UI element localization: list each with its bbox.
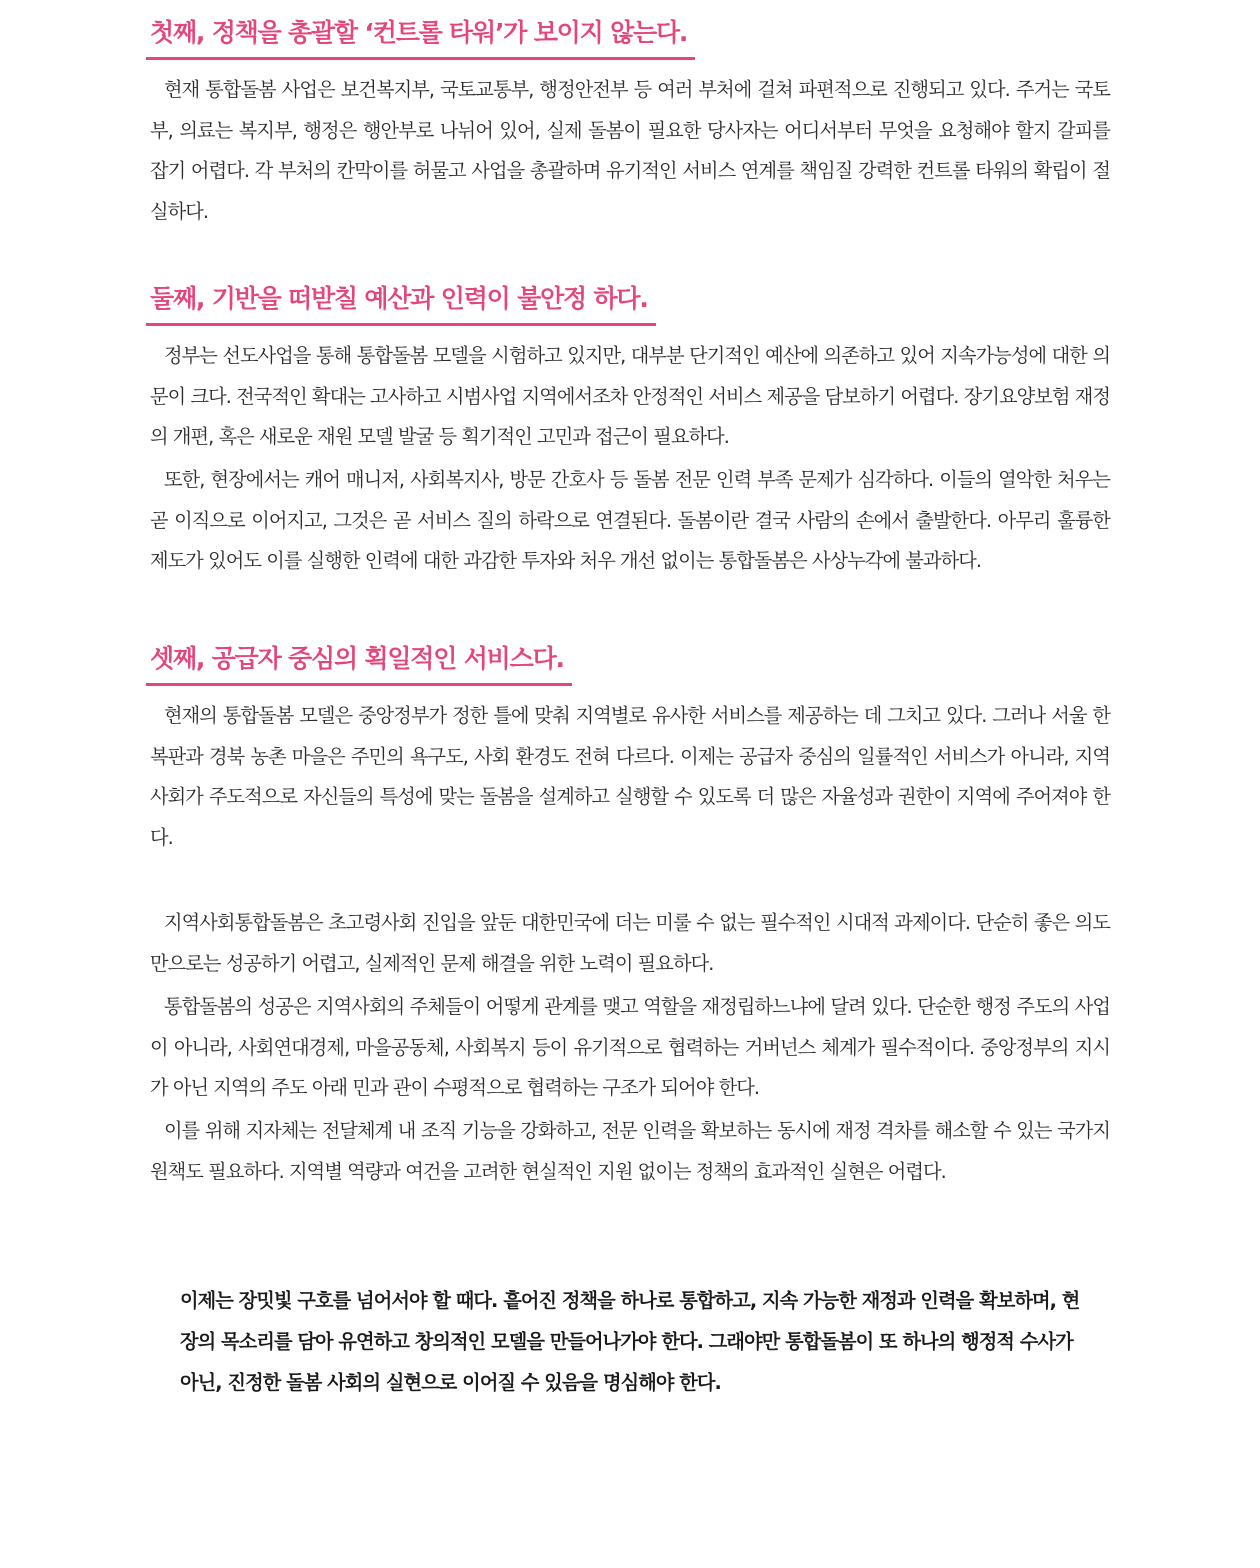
section-1-heading: 첫째, 정책을 총괄할 ‘컨트롤 타워’가 보이지 않는다. [146, 16, 695, 60]
closing-paragraph-1: 지역사회통합돌봄은 초고령사회 진입을 앞둔 대한민국에 더는 미룰 수 없는 필수적인 시대적 과제이다. 단순히 좋은 의도만으로는 성공하기 어렵고, 실제적인 문제 해결을 위한 노력이 필요하다. [150, 911, 1110, 975]
closing-paragraph-2: 통합돌봄의 성공은 지역사회의 주체들이 어떻게 관계를 맺고 역할을 재정립하느냐에 달려 있다. 단순한 행정 주도의 사업이 아니라, 사회연대경제, 마을공동체, 사회복지 등이 유기적으로 협력하는 거버넌스 체계가 필수적이다. 중앙정부의 지시가 아닌 지역의 주도 아래 민과 관이 수평적으로 협력하는 구조가 되어야 한다. [150, 995, 1110, 1099]
section-1-paragraph-1: 현재 통합돌봄 사업은 보건복지부, 국토교통부, 행정안전부 등 여러 부처에 걸쳐 파편적으로 진행되고 있다. 주거는 국토부, 의료는 복지부, 행정은 행안부로 나뉘어 있어, 실제 돌봄이 필요한 당사자는 어디서부터 무엇을 요청해야 할지 갈피를 잡기 어렵다. 각 부처의 칸막이를 허물고 사업을 총괄하며 유기적인 서비스 연계를 책임질 강력한 컨트롤 타워의 확립이 절실하다. [150, 78, 1110, 223]
closing-paragraph-3: 이를 위해 지자체는 전달체계 내 조직 기능을 강화하고, 전문 인력을 확보하는 동시에 재정 격차를 해소할 수 있는 국가지원책도 필요하다. 지역별 역량과 여건을 고려한 현실적인 지원 없이는 정책의 효과적인 실현은 어렵다. [150, 1119, 1110, 1183]
section-3-heading: 셋째, 공급자 중심의 획일적인 서비스다. [146, 642, 572, 686]
conclusion-paragraph: 이제는 장밋빛 구호를 넘어서야 할 때다. 흩어진 정책을 하나로 통합하고, 지속 가능한 재정과 인력을 확보하며, 현장의 목소리를 담아 유연하고 창의적인 모델을 만들어나가야 한다. 그래야만 통합돌봄이 또 하나의 행정적 수사가 아닌, 진정한 돌봄 사회의 실현으로 이어질 수 있음을 명심해야 한다. [180, 1289, 1080, 1394]
section-3-paragraph-1: 현재의 통합돌봄 모델은 중앙정부가 정한 틀에 맞춰 지역별로 유사한 서비스를 제공하는 데 그치고 있다. 그러나 서울 한복판과 경북 농촌 마을은 주민의 욕구도, 사회 환경도 전혀 다르다. 이제는 공급자 중심의 일률적인 서비스가 아니라, 지역사회가 주도적으로 자신들의 특성에 맞는 돌봄을 설계하고 실행할 수 있도록 더 많은 자율성과 권한이 지역에 주어져야 한다. [150, 704, 1110, 849]
section-1-heading-wrap [146, 16, 695, 60]
section-2-paragraph-1: 정부는 선도사업을 통해 통합돌봄 모델을 시험하고 있지만, 대부분 단기적인 예산에 의존하고 있어 지속가능성에 대한 의문이 크다. 전국적인 확대는 고사하고 시범사업 지역에서조차 안정적인 서비스 제공을 담보하기 어렵다. 장기요양보험 재정의 개편, 혹은 새로운 재원 모델 발굴 등 획기적인 고민과 접근이 필요하다. [150, 344, 1110, 448]
section-2-heading-wrap [146, 282, 656, 326]
section-2-heading: 둘째, 기반을 떠받칠 예산과 인력이 불안정 하다. [146, 282, 656, 326]
section-3-heading-wrap [146, 642, 572, 686]
section-2-paragraph-2: 또한, 현장에서는 캐어 매니저, 사회복지사, 방문 간호사 등 돌봄 전문 인력 부족 문제가 심각하다. 이들의 열악한 처우는 곧 이직으로 이어지고, 그것은 곧 서비스 질의 하락으로 연결된다. 돌봄이란 결국 사람의 손에서 출발한다. 아무리 훌륭한 제도가 있어도 이를 실행한 인력에 대한 과감한 투자와 처우 개선 없이는 통합돌봄은 사상누각에 불과하다. [150, 468, 1110, 572]
